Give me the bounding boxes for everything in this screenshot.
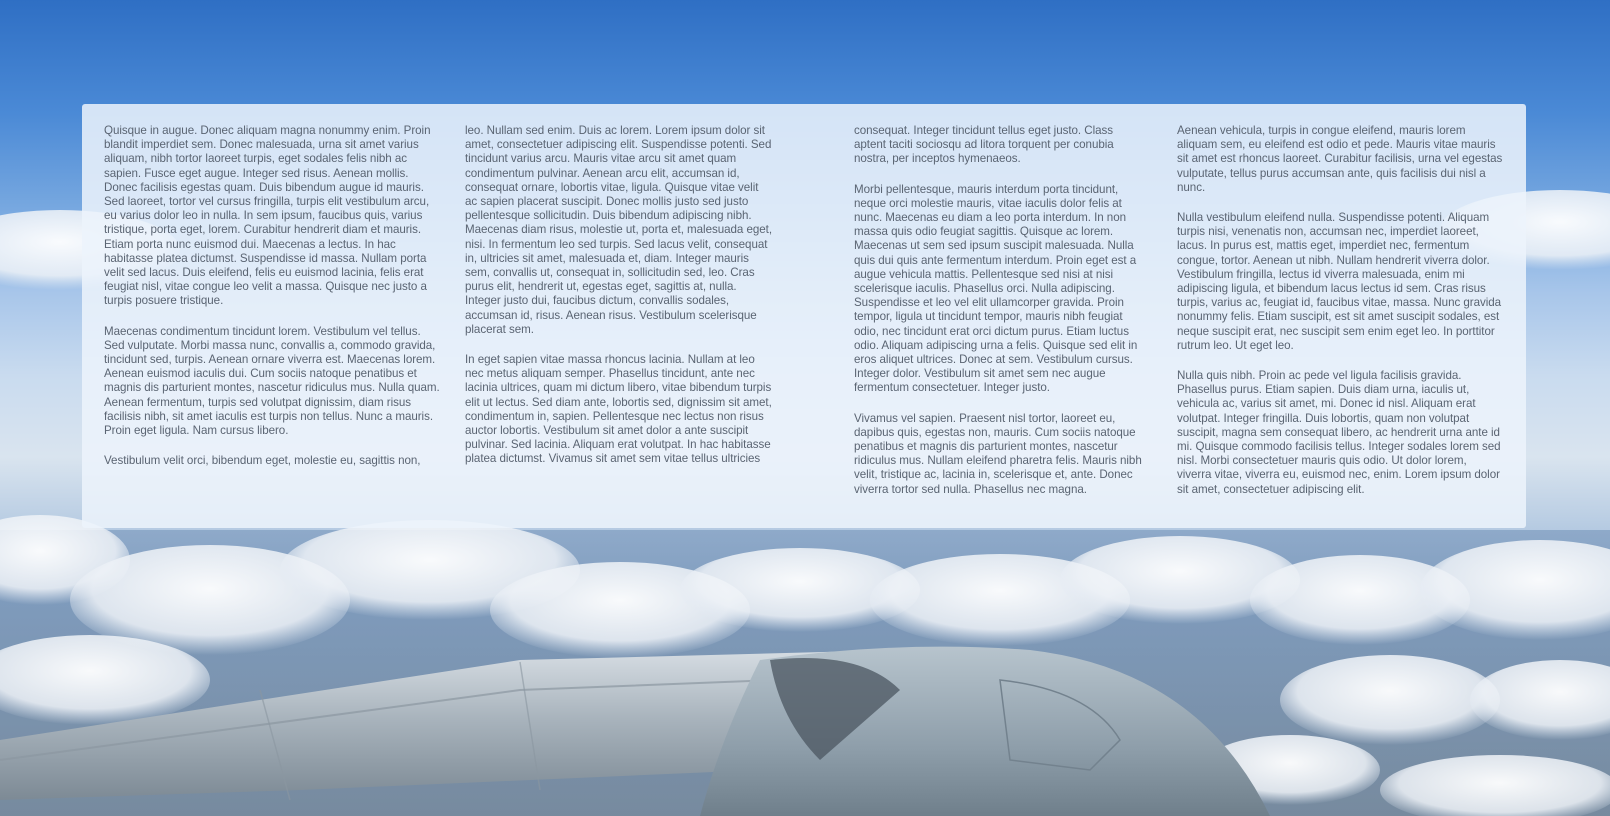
text-column-2 bbox=[465, 124, 773, 483]
paragraph: Nulla quis nibh. Proin ac pede vel ligula facilisis gravida. Phasellus purus. Etiam sapien. Duis diam urna, iaculis ut, vehicula ac, varius sit amet, mi. Donec id nisl. Aliquam erat volutpat. Integer fringilla. Duis lobortis, quam non volutpat suscipit, magna sem consequat libero, ac hendrerit urna ante id mi. Quisque commodo facilisis tellus. Integer sodales lorem sed nisl. Morbi consectetuer mauris quis odio. Ut dolor lorem, viverra vitae, viverra eu, euismod nec, enim. Lorem ipsum dolor sit amet, consectetuer adipiscing elit. bbox=[1177, 369, 1501, 496]
paragraph: Nulla vestibulum eleifend nulla. Suspendisse potenti. Aliquam turpis nisi, venenatis non, accumsan nec, imperdiet laoreet, lacus. In purus est, mattis eget, imperdiet nec, fermentum congue, tortor. Aenean ut nibh. Nullam hendrerit viverra dolor. Vestibulum fringilla, lectus id viverra malesuada, enim mi adipiscing ligula, et bibendum lacus lectus id sem. Cras risus turpis, varius ac, feugiat id, faucibus vitae, massa. Nunc gravida nonummy felis. Etiam suscipit, est sit amet suscipit sodales, est neque suscipit erat, nec suscipit sem enim eget leo. In porttitor rutrum leo. Ut eget leo. bbox=[1177, 211, 1502, 352]
paragraph: Aenean vehicula, turpis in congue eleifend, mauris lorem aliquam sem, eu eleifend est odio et pede. Mauris vitae mauris sit amet est rhoncus laoreet. Curabitur facilisis, urna vel egestas vulputate, tellus purus accumsan ante, quis facilisis dui nisl a nunc. bbox=[1177, 124, 1503, 194]
paragraph: In eget sapien vitae massa rhoncus lacinia. Nullam at leo nec metus aliquam semper. Phasellus tincidunt, ante nec lacinia ultrices, quam mi dictum libero, vitae bibendum turpis elit ut lectus. Sed diam ante, lobortis sed, dignissim sit amet, condimentum in, sapien. Pellentesque nec lectus non risus auctor lobortis. Vestibulum sit amet dolor a ante suscipit pulvinar. Sed lacinia. Aliquam erat volutpat. In hac habitasse platea dictumst. Vivamus sit amet sem vitae tellus ultricies bbox=[465, 353, 772, 466]
paragraph: Maecenas condimentum tincidunt lorem. Vestibulum vel tellus. Sed vulputate. Morbi massa nunc, convallis a, commodo gravida, tincidunt sed, turpis. Aenean ornare viverra est. Maecenas lorem. Aenean euismod iaculis dui. Cum sociis natoque penatibus et magnis dis parturient montes, nascetur ridiculus mus. Nulla quam. Aenean fermentum, turpis sed volutpat dignissim, diam risus facilisis nibh, sit amet iaculis est turpis non tellus. Nunc a mauris. Proin eget ligula. Nam cursus libero. bbox=[104, 324, 440, 438]
paragraph: Vestibulum velit orci, bibendum eget, molestie eu, sagittis non, bbox=[104, 454, 421, 468]
text-column-4 bbox=[1177, 124, 1504, 513]
paragraph: Morbi pellentesque, mauris interdum porta tincidunt, neque orci molestie mauris, vitae iaculis dolor felis at nunc. Maecenas eu diam a leo porta interdum. In non massa quis odio feugiat sagittis. Quisque ac lorem. Maecenas ut sem sed ipsum suscipit malesuada. Nulla quis dui quis ante fermentum interdum. Proin eget est a augue vehicula mattis. Pellentesque sed nisi at nisi scelerisque iaculis. Phasellus orci. Nulla adipiscing. Suspendisse et leo vel elit ullamcorper gravida. Proin tempor, ligula ut tincidunt tempor, mauris nibh feugiat odio, nec tincidunt erat orci dictum purus. Etiam luctus odio. Aliquam adipiscing urna a felis. Quisque sed elit in eros aliquet ultrices. Donec at sem. Vestibulum cursus. Integer dolor. Vestibulum sit amet sem nec augue fermentum consectetuer. Integer justo. bbox=[854, 182, 1138, 395]
text-column-3 bbox=[854, 124, 1147, 513]
paragraph: Vivamus vel sapien. Praesent nisl tortor, laoreet eu, dapibus quis, egestas non, mauris. Cum sociis natoque penatibus et magnis dis parturient montes, nascetur ridiculus mus. Nullam eleifend pharetra felis. Mauris nibh velit, tristique ac, lacinia in, scelerisque et, ante. Donec viverra tortor sed nulla. Phasellus nec magna. bbox=[854, 411, 1142, 496]
text-panel bbox=[82, 104, 1526, 528]
paragraph: Quisque in augue. Donec aliquam magna nonummy enim. Proin blandit imperdiet sem. Donec malesuada, urna sit amet varius aliquam, nibh tortor laoreet turpis, eget sodales felis nibh ac sapien. Fusce eget augue. Integer sed risus. Aenean mollis. Donec facilisis egestas quam. Duis bibendum augue id mauris. Sed laoreet, tortor vel cursus fringilla, turpis elit vestibulum arcu, eu varius dolor leo in nulla. In sem ipsum, faucibus quis, varius tristique, porta eget, lorem. Curabitur hendrerit diam et mauris. Etiam porta nunc euismod dui. Maecenas a lectus. In hac habitasse platea dictumst. Suspendisse id massa. Nullam porta velit sed lacus. Duis eleifend, felis eu euismod lacinia, felis erat feugiat nisl, vitae congue leo velit a massa. Quisque nec justo a turpis posuere tristique. bbox=[104, 124, 431, 308]
paragraph: consequat. Integer tincidunt tellus eget justo. Class aptent taciti sociosqu ad litora torquent per conubia nostra, per inceptos hymenaeos. bbox=[854, 124, 1114, 166]
text-column-1 bbox=[104, 124, 444, 484]
paragraph: leo. Nullam sed enim. Duis ac lorem. Lorem ipsum dolor sit amet, consectetuer adipiscing elit. Suspendisse potenti. Sed tincidunt varius arcu. Mauris vitae arcu sit amet quam condimentum pulvinar. Aenean arcu elit, accumsan id, consequat ornare, lobortis vitae, ligula. Quisque vitae velit ac sapien placerat suscipit. Donec mollis justo sed justo pellentesque sollicitudin. Duis bibendum adipiscing nibh. Maecenas diam risus, molestie ut, porta et, malesuada eget, nisi. In fermentum leo sed turpis. Sed lacus velit, consequat in, ultricies sit amet, malesuada et, diam. Integer mauris sem, convallis ut, consequat in, sollicitudin sed, leo. Cras purus elit, hendrerit ut, egestas eget, sagittis at, nulla. Integer justo dui, faucibus dictum, convallis sodales, accumsan id, risus. Aenean risus. Vestibulum scelerisque placerat sem. bbox=[465, 124, 773, 336]
